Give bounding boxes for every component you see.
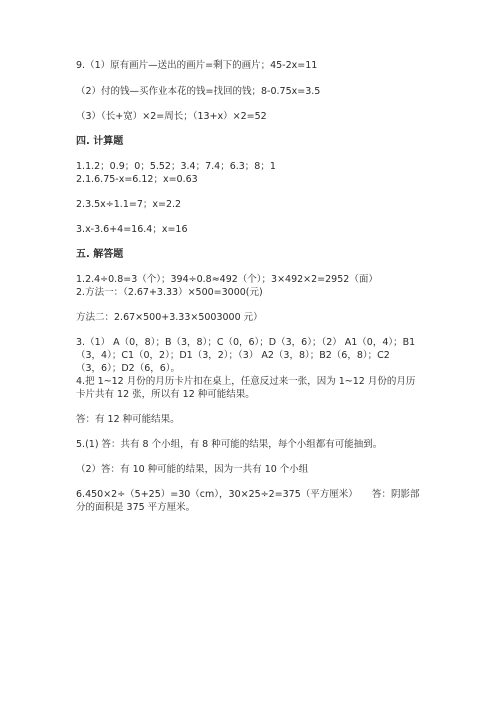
section-5-line-10: 5.(1) 答：共有 8 个小组，有 8 种可能的结果，每个小组都有可能抽到。	[76, 439, 383, 450]
section-4-line-4: 3.x-3.6+4=16.4；x=16	[76, 224, 188, 235]
section-4-line-2: 2.1.6.75-x=6.12；x=0.63	[76, 174, 198, 185]
section-5-line-6: （3，6）；D2（6，6）。	[76, 363, 181, 374]
section-5-line-12: 6.450×2÷（5+25）=30（cm），30×25÷2=375（平方厘米） 答：阴影部	[76, 489, 420, 500]
section-4-line-1: 1.1.2；0.9；0；5.52；3.4；7.4；6.3；8；1	[76, 161, 276, 172]
section-5-line-7: 4.把 1~12 月份的月历卡片扣在桌上，任意反过来一张，因为 1~12 月份的月历	[76, 376, 416, 387]
q9-line-1: 9.（1）原有画片—送出的画片=剩下的画片；45-2x=11	[76, 60, 318, 71]
section-5-line-8: 卡片共有 12 张，所以有 12 种可能结果。	[76, 389, 255, 400]
section-5-line-9: 答：有 12 种可能结果。	[76, 414, 180, 425]
section-5-line-13: 分的面积是 375 平方厘米。	[76, 502, 196, 513]
section-5-line-5: （3，4）；C1（0，2）；D1（3，2）；（3） A2（3，8）；B2（6，8）；C2	[76, 350, 390, 361]
section-5-line-2: 2.方法一：（2.67+3.33）×500=3000(元)	[76, 287, 263, 298]
q9-line-3: （3）（长+宽）×2=周长；（13+x）×2=52	[76, 111, 267, 122]
section-5-line-4: 3.（1） A（0，8）；B（3，8）；C（0，6）；D（3，6）；（2） A1（0，4）；B1	[76, 337, 416, 348]
section-5-line-11: （2）答：有 10 种可能的结果，因为一共有 10 个小组	[76, 464, 309, 475]
section-5-title: 五. 解答题	[76, 249, 124, 260]
section-4-title: 四. 计算题	[76, 136, 124, 147]
q9-line-2: （2）付的钱—买作业本花的钱=找回的钱；8-0.75x=3.5	[76, 86, 321, 97]
section-4-line-3: 2.3.5x÷1.1=7；x=2.2	[76, 199, 182, 210]
section-5-line-3: 方法二：2.67×500+3.33×5003000 元）	[76, 312, 263, 323]
section-5-line-1: 1.2.4÷0.8=3（个）；394÷0.8≈492（个）；3×492×2=2952（面）	[76, 274, 378, 285]
